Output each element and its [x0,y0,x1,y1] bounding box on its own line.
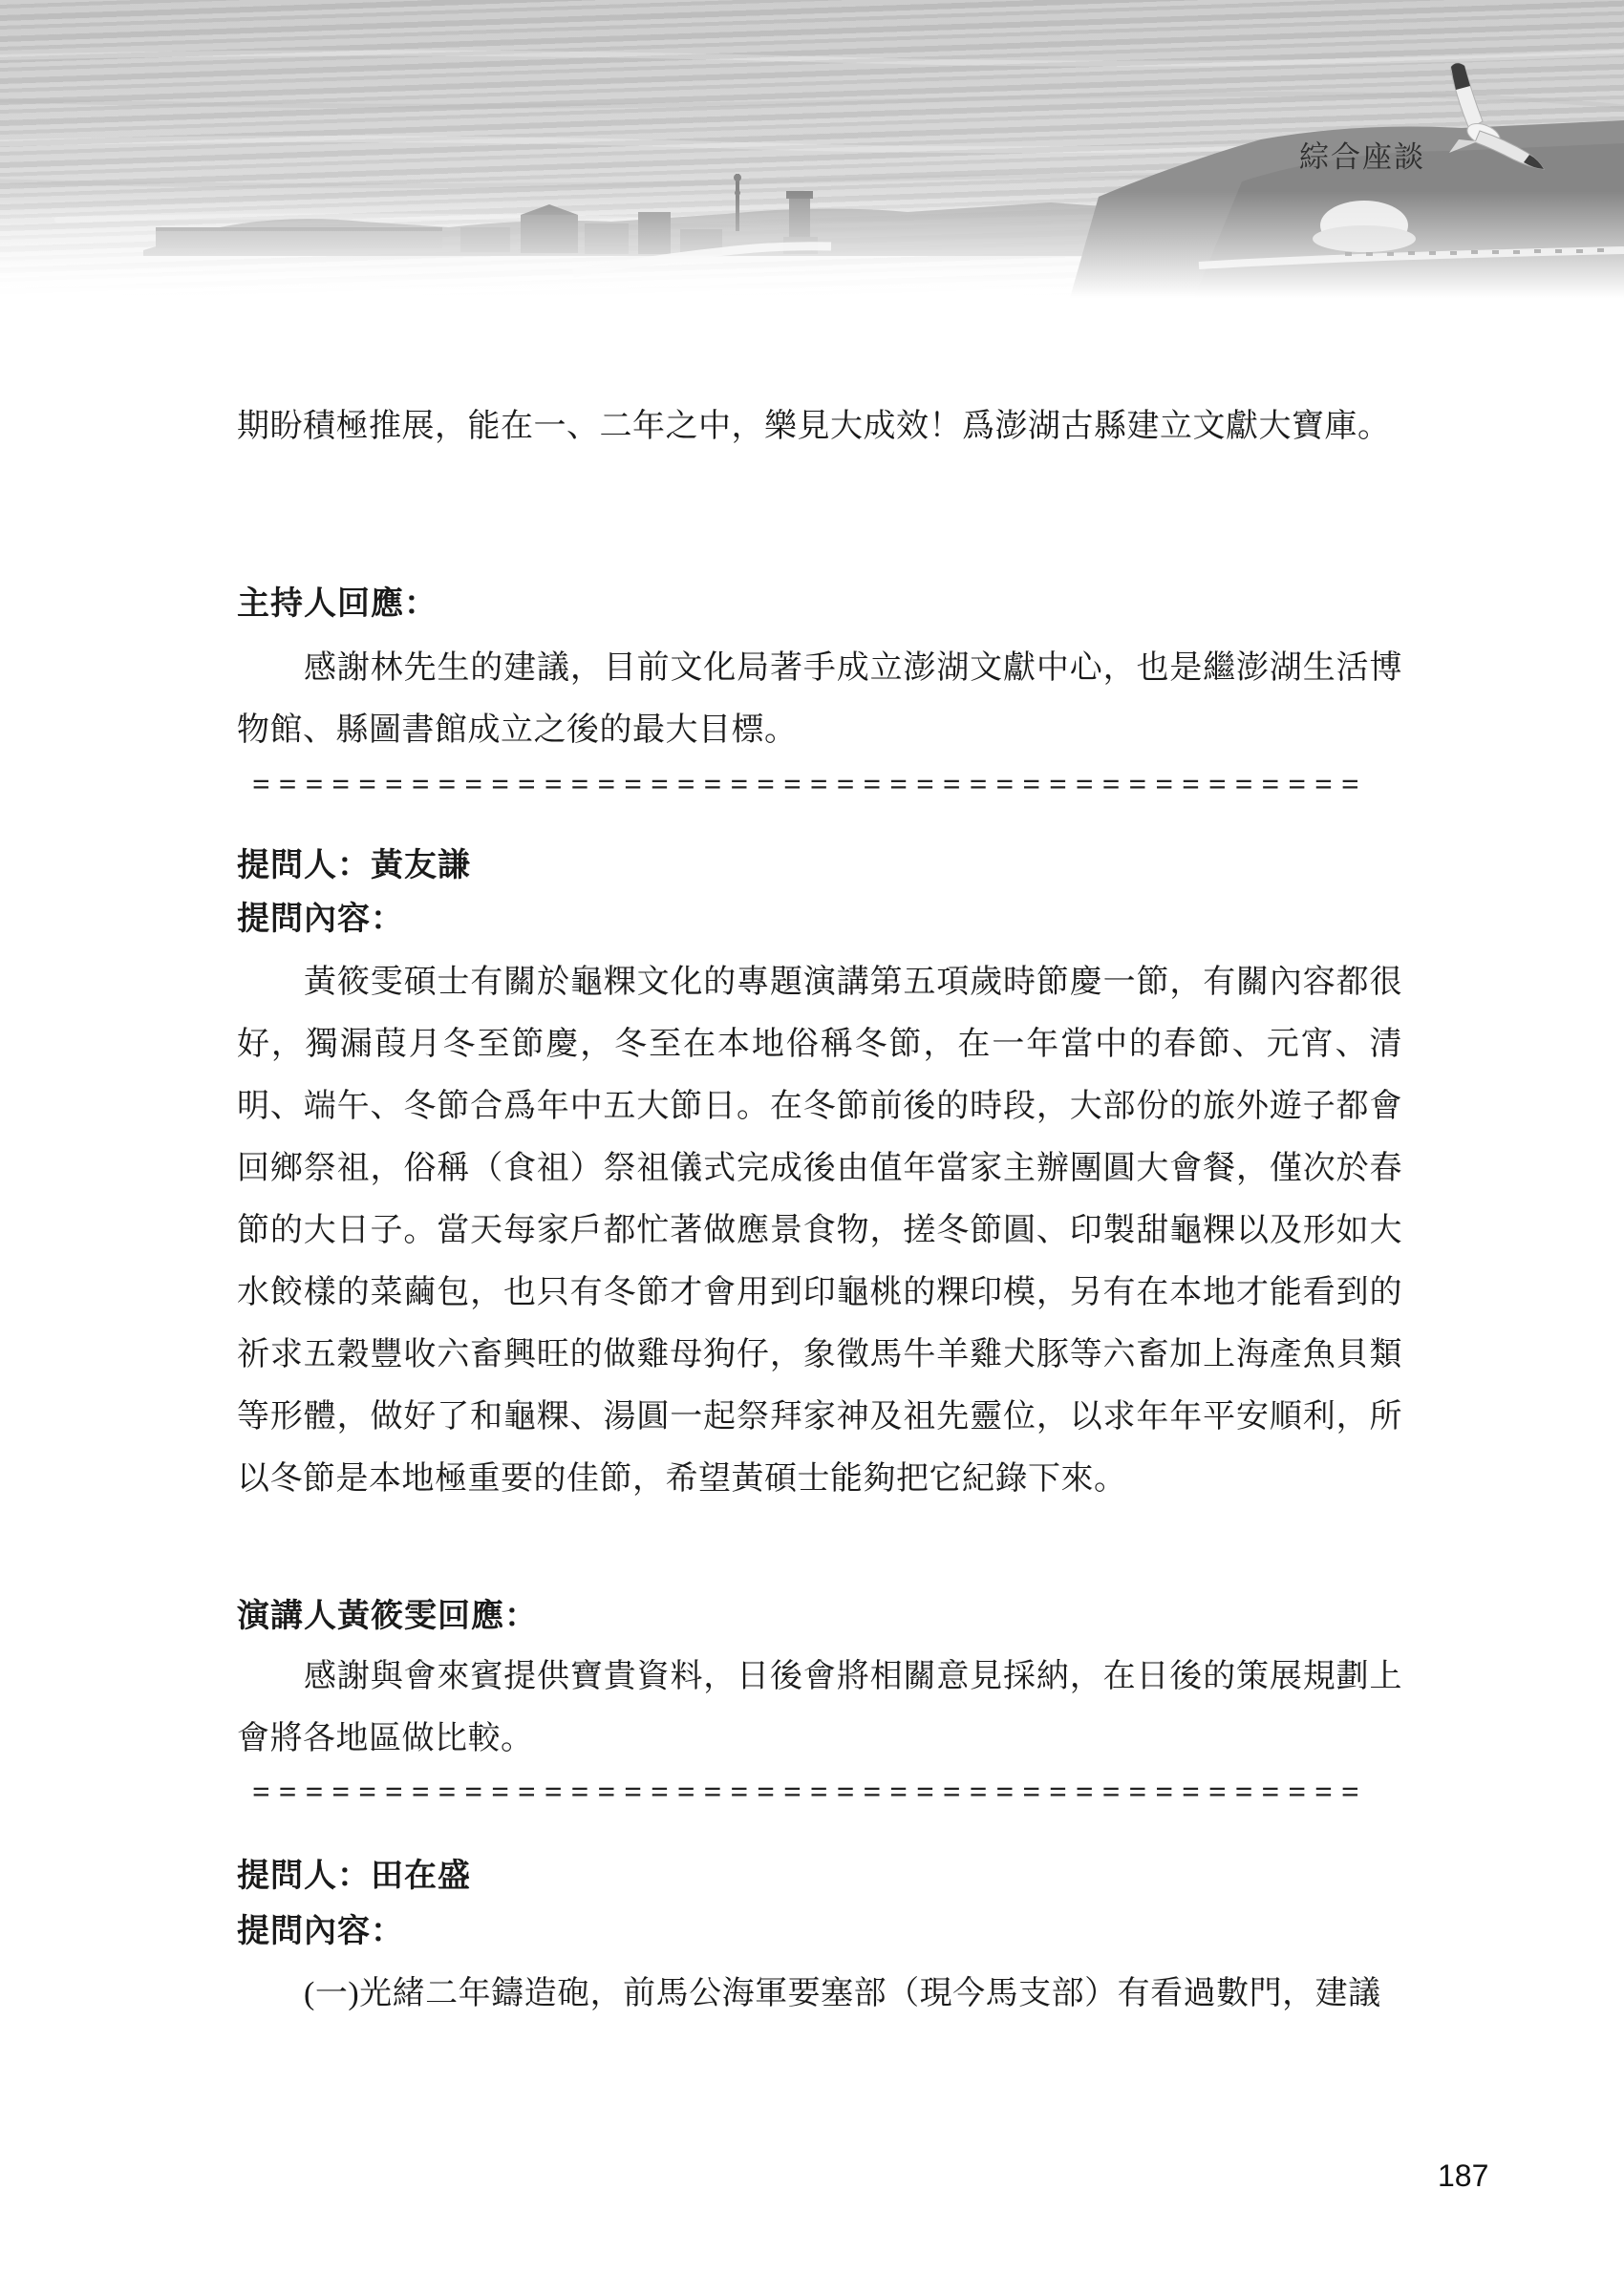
speaker-reply-heading: 演講人黃筱雯回應： [237,1599,538,1634]
moderator-reply-heading: 主持人回應： [237,586,438,622]
section-label: 綜合座談 [1299,140,1425,174]
section-separator: ========================================== [252,768,1368,802]
question1-content-heading: 提問內容： [237,902,404,937]
section-separator: ========================================== [252,1775,1368,1810]
page-number: 187 [1438,2158,1489,2193]
intro-line: 期盼積極推展，能在一、二年之中，樂見大成效！爲澎湖古縣建立文獻大寶庫。 [237,409,1391,444]
page-content [237,0,1402,2296]
speaker-reply-text: 感謝與會來賓提供寶貴資料，日後會將相關意見採納，在日後的策展規劃上會將各地區做比較。 [237,1659,1402,1756]
question1-asker-heading: 提問人：黃友謙 [237,848,471,883]
question2-body: (一)光緒二年鑄造砲，前馬公海軍要塞部（現今馬支部）有看過數門，建議 [304,1976,1381,2011]
question2-asker-heading: 提問人：田在盛 [237,1859,471,1894]
question2-content-heading: 提問內容： [237,1914,404,1949]
moderator-reply-text: 感謝林先生的建議，目前文化局著手成立澎湖文獻中心，也是繼澎湖生活博物館、縣圖書館成立之後的最大目標。 [237,650,1402,748]
question1-body: 黃筱雯碩士有關於龜粿文化的專題演講第五項歲時節慶一節，有關內容都很好，獨漏葭月冬至節慶，冬至在本地俗稱冬節，在一年當中的春節、元宵、清明、端午、冬節合爲年中五大節日。在冬節前後的時段，大部份的旅外遊子都會回鄉祭祖，俗稱（食祖）祭祖儀式完成後由值年當家主辦團圓大會餐，僅次於春節的大日子。當天每家戶都忙著做應景食物，搓冬節圓、印製甜龜粿以及形如大水餃樣的菜繭包，也只有冬節才會用到印龜桃的粿印模，另有在本地才能看到的祈求五穀豐收六畜興旺的做雞母狗仔，象徵馬牛羊雞犬豚等六畜加上海產魚貝類等形體，做好了和龜粿、湯圓一起祭拜家神及祖先靈位，以求年年平安順利，所以冬節是本地極重要的佳節，希望黃碩士能夠把它紀錄下來。 [237,965,1402,1497]
